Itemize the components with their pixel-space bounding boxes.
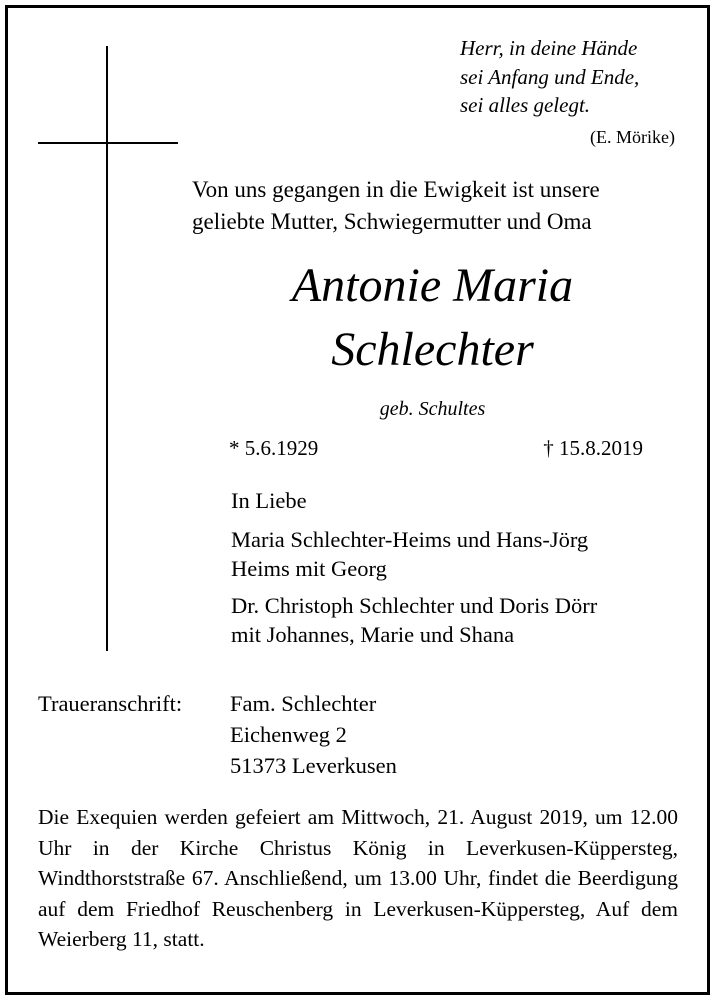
address-line: Eichenweg 2 [230,722,347,747]
birth-name: geb. Schultes [379,398,486,420]
quote-author: (E. Mörike) [590,127,675,147]
mourning-address [230,688,397,781]
mourner-line: mit Johannes, Marie und Shana [231,622,515,647]
intro-line: Von uns gegangen in die Ewigkeit ist unsere [192,177,600,202]
quote [460,34,700,120]
birth-date: * 5.6.1929 [229,436,319,460]
mourners-heading: In Liebe [231,488,307,513]
mourners [231,486,691,649]
mourner-line: Dr. Christoph Schlechter und Doris Dörr [231,593,598,618]
mourner-family [231,591,691,649]
quote-line: Herr, in deine Hände [460,36,638,60]
quote-line: sei alles gelegt. [460,93,591,117]
mourner-line: Maria Schlechter-Heims und Hans-Jörg [231,527,589,552]
address-line: 51373 Leverkusen [230,753,397,778]
funeral-details: Die Exequien werden gefeiert am Mittwoch, 21. August 2019, um 12.00 Uhr in der Kirche Christus König in Leverkusen-Küppersteg, Windthorststraße 67. Anschließend, um 13.00 Uhr, findet die Beerdigung auf dem Friedhof Reuschenberg in Leverkusen-Küppersteg, Auf dem Weierberg 11, statt. [38,805,678,951]
intro-text [192,174,682,238]
mourner-line: Heims mit Georg [231,556,387,581]
cross-icon [106,46,108,651]
address-label: Traueranschrift: [38,691,183,716]
name-line: Schlechter [331,323,534,376]
cross-bar [38,142,178,144]
death-date: † 15.8.2019 [543,436,643,460]
deceased-name [150,254,715,382]
name-line: Antonie Maria [291,259,574,312]
address-line: Fam. Schlechter [230,691,377,716]
intro-line: geliebte Mutter, Schwiegermutter und Oma [192,209,592,234]
quote-line: sei Anfang und Ende, [460,64,640,89]
mourner-family [231,525,691,583]
